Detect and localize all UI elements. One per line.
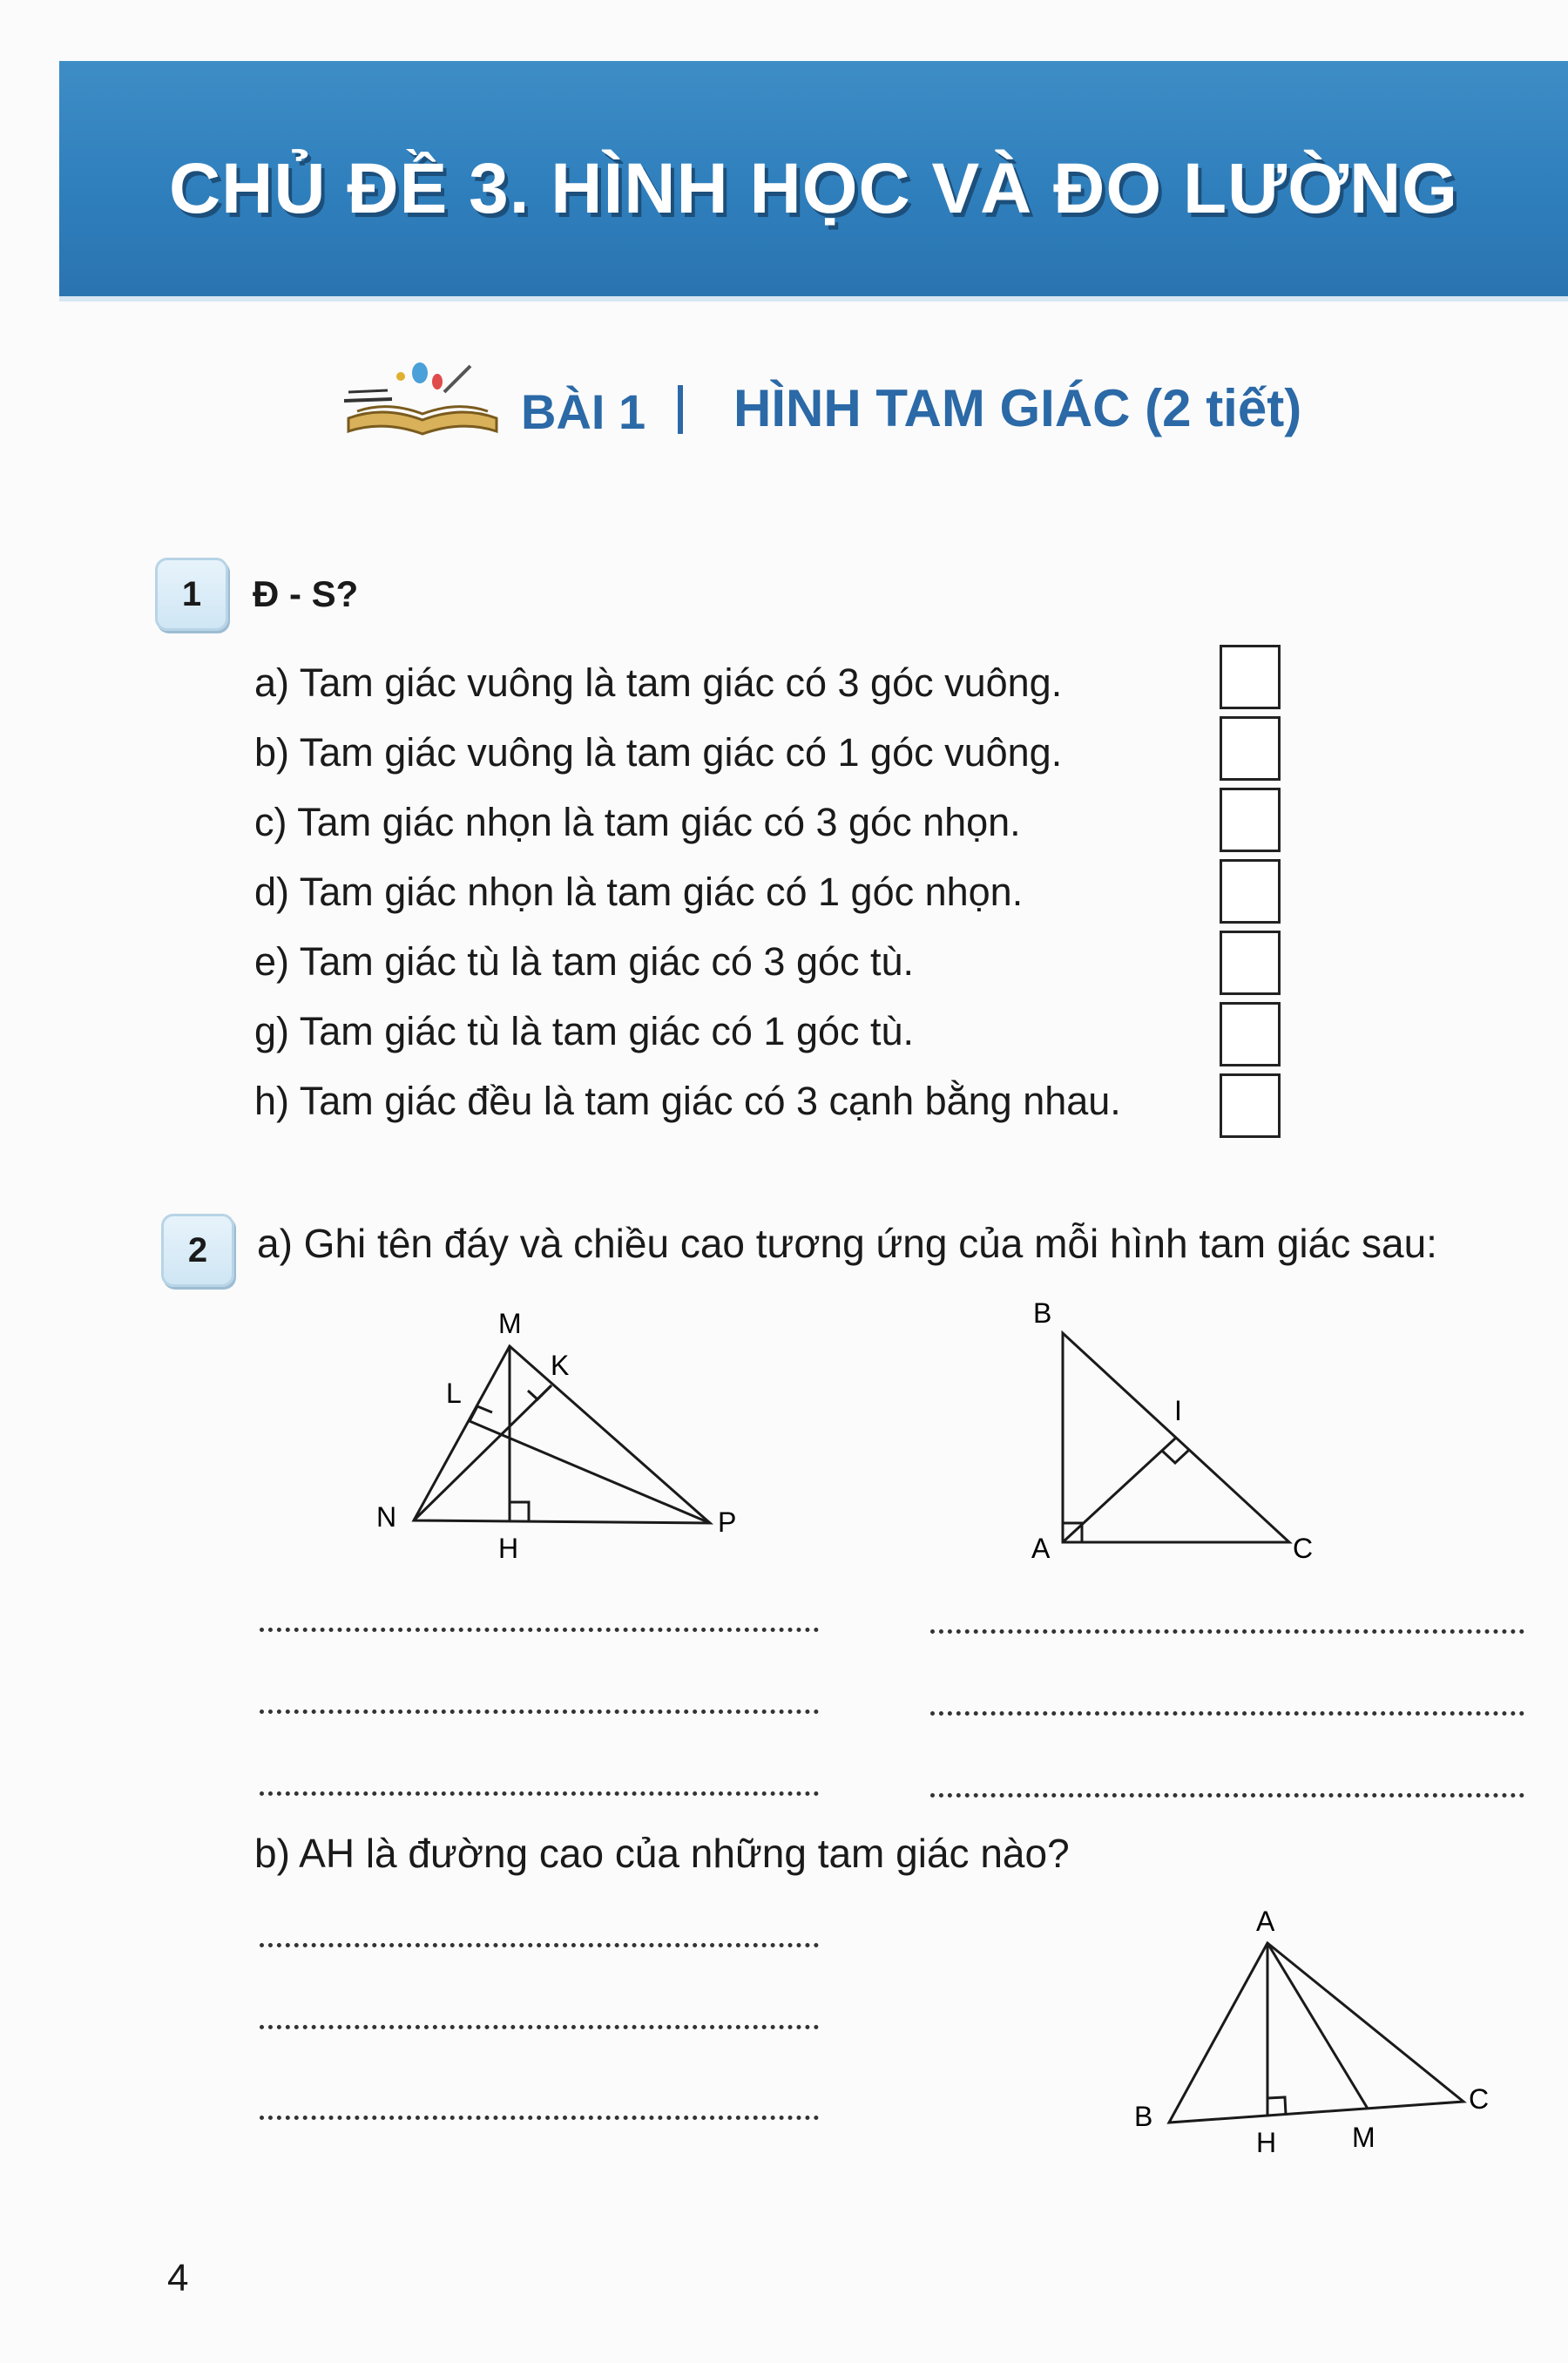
lesson-title: HÌNH TAM GIÁC (2 tiết) [733, 379, 1302, 437]
answer-line-b-3[interactable] [260, 2116, 819, 2120]
triangle-abc-figure [1010, 1290, 1359, 1586]
chapter-title: CHỦ ĐỀ 3. HÌNH HỌC VÀ ĐO LƯỜNG [168, 149, 1459, 228]
answer-line-a-left-1[interactable] [260, 1628, 819, 1632]
q1-answer-box-e[interactable] [1220, 931, 1281, 995]
question-2a-text: a) Ghi tên đáy và chiều cao tương ứng của mỗi hình tam giác sau: [257, 1221, 1437, 1266]
label-h2: H [1256, 2127, 1277, 2158]
q1-answer-box-g[interactable] [1220, 1002, 1281, 1066]
triangle-abc-altitude-figure [1124, 1899, 1524, 2178]
label-b: B [1033, 1297, 1052, 1329]
q1-answer-box-h[interactable] [1220, 1073, 1281, 1138]
answer-line-b-2[interactable] [260, 2025, 819, 2029]
answer-line-a-left-2[interactable] [260, 1710, 819, 1714]
q1-item-h: h) Tam giác đều là tam giác có 3 cạnh bằng nhau. [254, 1079, 1121, 1123]
q1-item-d: d) Tam giác nhọn là tam giác có 1 góc nhọn. [254, 870, 1024, 914]
right-angle-mark-h2 [1267, 2097, 1286, 2115]
label-l: L [446, 1378, 462, 1409]
q1-item-e: e) Tam giác tù là tam giác có 3 góc tù. [254, 939, 915, 984]
label-m: M [498, 1308, 522, 1339]
q1-answer-box-c[interactable] [1220, 788, 1281, 852]
open-book-icon [340, 357, 505, 444]
label-a2: A [1256, 1906, 1275, 1937]
triangle-abc-2 [1169, 1943, 1463, 2123]
q1-answer-box-a[interactable] [1220, 645, 1281, 709]
q1-answer-box-b[interactable] [1220, 716, 1281, 781]
page-number: 4 [167, 2257, 189, 2299]
chapter-banner [59, 61, 1568, 296]
label-c2: C [1469, 2083, 1490, 2115]
right-angle-mark-i [1162, 1450, 1189, 1463]
answer-line-a-left-3[interactable] [260, 1791, 819, 1796]
question-2b-text: b) AH là đường cao của những tam giác nào? [254, 1831, 1070, 1876]
label-h: H [498, 1533, 519, 1564]
q1-item-g: g) Tam giác tù là tam giác có 1 góc tù. [254, 1009, 915, 1053]
altitude-ai [1063, 1438, 1176, 1542]
answer-line-a-right-3[interactable] [930, 1793, 1524, 1798]
label-b2: B [1134, 2101, 1153, 2132]
label-n: N [376, 1501, 397, 1533]
lesson-heading [340, 357, 1385, 439]
answer-line-b-1[interactable] [260, 1943, 819, 1947]
label-k: K [551, 1350, 570, 1381]
q1-answer-box-d[interactable] [1220, 859, 1281, 924]
altitude-nk [414, 1385, 551, 1520]
q1-item-c: c) Tam giác nhọn là tam giác có 3 góc nhọn. [254, 800, 1021, 844]
triangle-mnp-figure [366, 1298, 767, 1577]
label-a: A [1031, 1533, 1051, 1564]
question-1-number: 1 [155, 558, 228, 631]
label-m2: M [1352, 2122, 1375, 2153]
altitude-pl [470, 1421, 710, 1523]
answer-line-a-right-1[interactable] [930, 1629, 1524, 1634]
lesson-separator [678, 385, 683, 434]
right-angle-mark-l [470, 1406, 492, 1421]
label-c: C [1293, 1533, 1314, 1564]
q1-item-b: b) Tam giác vuông là tam giác có 1 góc vuông. [254, 730, 1063, 775]
question-2-number: 2 [161, 1214, 234, 1287]
label-i: I [1174, 1395, 1182, 1426]
segment-am [1267, 1943, 1368, 2109]
answer-line-a-right-2[interactable] [930, 1711, 1524, 1716]
question-1-title: Đ - S? [253, 573, 359, 614]
right-angle-mark-h [510, 1502, 529, 1521]
q1-item-a: a) Tam giác vuông là tam giác có 3 góc vuông. [254, 660, 1063, 705]
right-angle-mark-k [528, 1385, 551, 1399]
label-p: P [718, 1506, 737, 1538]
lesson-label: BÀI 1 [521, 384, 646, 439]
